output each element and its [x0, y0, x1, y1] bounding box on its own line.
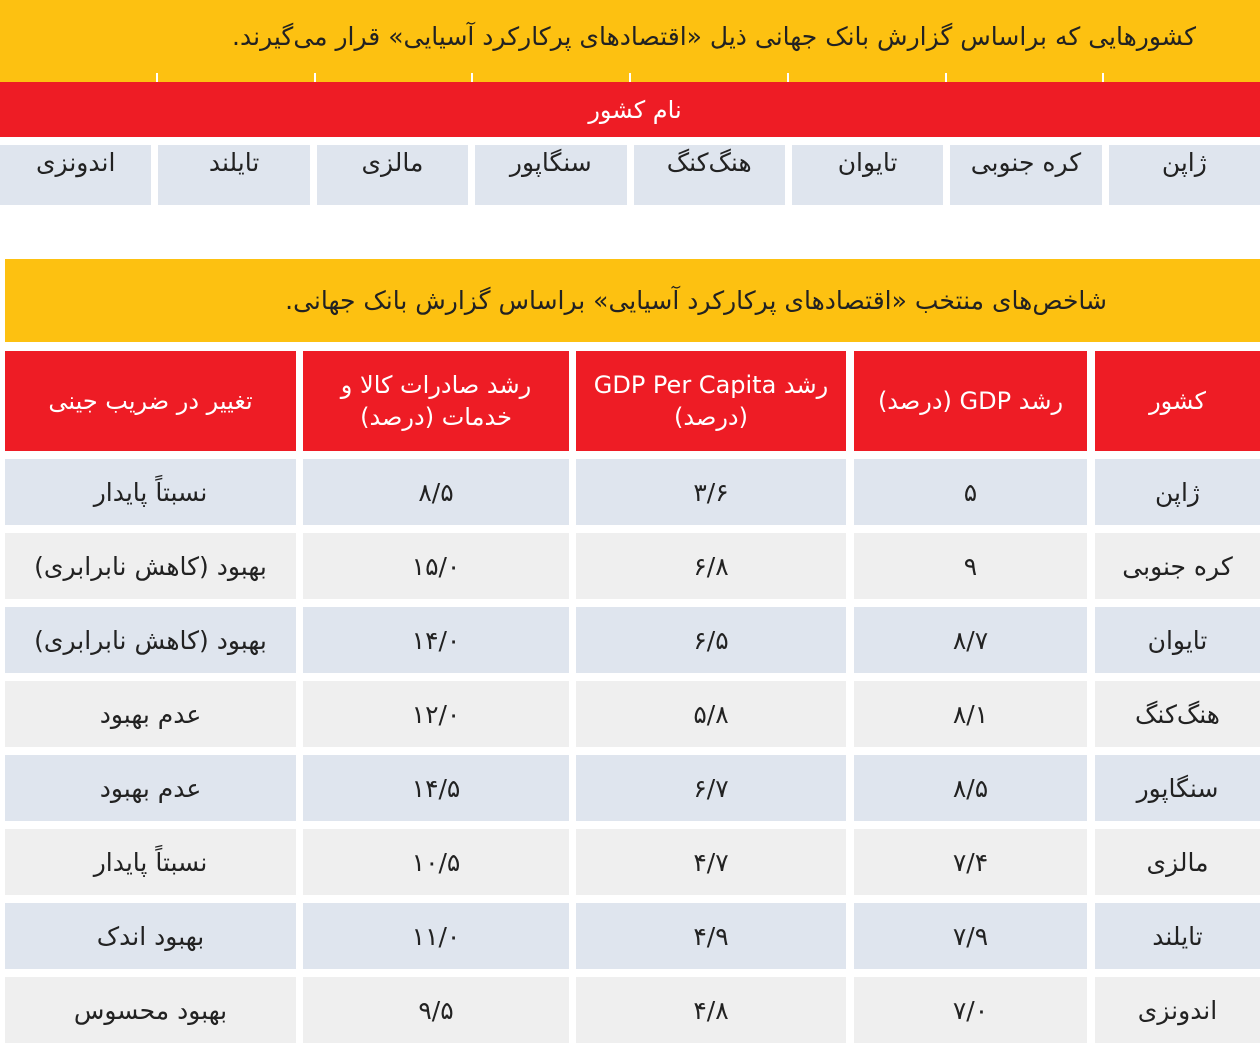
cell-gdp-growth: ۷/۴ [854, 829, 1087, 895]
cell-gini-change: عدم بهبود [5, 755, 296, 821]
cell-gini-change: نسبتاً پایدار [5, 459, 296, 525]
cell-gini-change: بهبود اندک [5, 903, 296, 969]
table-row [5, 829, 1260, 895]
cell-gdp-per-capita-growth: ۴/۸ [576, 977, 846, 1043]
cell-gini-change: بهبود محسوس [5, 977, 296, 1043]
cell-gdp-per-capita-growth: ۴/۷ [576, 829, 846, 895]
cell-country: کره جنوبی [1095, 533, 1260, 599]
cell-country: سنگاپور [1095, 755, 1260, 821]
cell-country: مالزی [1095, 829, 1260, 895]
cell-gdp-growth: ۷/۰ [854, 977, 1087, 1043]
column-header-country [1095, 351, 1260, 451]
cell-exports-growth: ۱۱/۰ [303, 903, 569, 969]
table-row [5, 533, 1260, 599]
cell-gdp-growth: ۷/۹ [854, 903, 1087, 969]
country-name-header-label: نام کشور [588, 95, 682, 124]
country-cell-south-korea: کره جنوبی [950, 145, 1101, 205]
column-header-gdp-per-capita-growth [576, 351, 846, 451]
countries-list-title-text: کشورهایی که براساس گزارش بانک جهانی ذیل «اقتصادهای پرکارکرد آسیایی» قرار می‌گیرند. [232, 22, 1196, 51]
country-cell-hong-kong: هنگ‌کنگ [634, 145, 785, 205]
table-row [5, 755, 1260, 821]
cell-gdp-growth: ۸/۱ [854, 681, 1087, 747]
cell-gdp-per-capita-growth: ۴/۹ [576, 903, 846, 969]
cell-gdp-per-capita-growth: ۶/۷ [576, 755, 846, 821]
country-cell-taiwan: تایوان [792, 145, 943, 205]
column-header-gdp-growth-label: رشد GDP (درصد) [877, 387, 1064, 415]
country-cell-thailand: تایلند [158, 145, 309, 205]
indicators-table [5, 351, 1260, 1048]
cell-exports-growth: ۸/۵ [303, 459, 569, 525]
column-header-gini-change [5, 351, 296, 451]
table-row [5, 903, 1260, 969]
country-name-header [0, 82, 1260, 137]
country-cell-japan: ژاپن [1109, 145, 1260, 205]
cell-gdp-per-capita-growth: ۵/۸ [576, 681, 846, 747]
table-row [5, 977, 1260, 1043]
column-header-exports-growth [303, 351, 569, 451]
cell-gdp-growth: ۸/۵ [854, 755, 1087, 821]
column-header-gdp-per-capita-growth-label: رشد GDP Per Capita (درصد) [593, 371, 829, 431]
country-name-row [0, 145, 1260, 205]
cell-exports-growth: ۱۲/۰ [303, 681, 569, 747]
table-row [5, 607, 1260, 673]
country-cell-indonesia: اندونزی [0, 145, 151, 205]
cell-exports-growth: ۱۴/۵ [303, 755, 569, 821]
country-cell-singapore: سنگاپور [475, 145, 626, 205]
cell-gini-change: نسبتاً پایدار [5, 829, 296, 895]
table-row [5, 681, 1260, 747]
indicators-table-title [5, 259, 1260, 342]
cell-country: تایوان [1095, 607, 1260, 673]
indicators-table-title-text: شاخص‌های منتخب «اقتصادهای پرکارکرد آسیایی» براساس گزارش بانک جهانی. [285, 286, 1107, 315]
cell-country: هنگ‌کنگ [1095, 681, 1260, 747]
cell-gdp-growth: ۵ [854, 459, 1087, 525]
cell-gini-change: بهبود (کاهش نابرابری) [5, 533, 296, 599]
cell-exports-growth: ۱۵/۰ [303, 533, 569, 599]
country-cell-malaysia: مالزی [317, 145, 468, 205]
cell-gini-change: عدم بهبود [5, 681, 296, 747]
column-header-country-label: کشور [1149, 387, 1206, 415]
cell-gdp-growth: ۹ [854, 533, 1087, 599]
cell-exports-growth: ۱۴/۰ [303, 607, 569, 673]
header-divider [0, 73, 1260, 82]
cell-gdp-growth: ۸/۷ [854, 607, 1087, 673]
countries-list-title [0, 0, 1260, 73]
column-header-exports-growth-label: رشد صادرات کالا و خدمات (درصد) [340, 371, 532, 431]
table-row [5, 459, 1260, 525]
cell-gdp-per-capita-growth: ۶/۸ [576, 533, 846, 599]
column-header-gini-change-label: تغییر در ضریب جینی [48, 387, 253, 415]
cell-gini-change: بهبود (کاهش نابرابری) [5, 607, 296, 673]
cell-exports-growth: ۱۰/۵ [303, 829, 569, 895]
cell-exports-growth: ۹/۵ [303, 977, 569, 1043]
cell-country: ژاپن [1095, 459, 1260, 525]
cell-country: تایلند [1095, 903, 1260, 969]
cell-gdp-per-capita-growth: ۶/۵ [576, 607, 846, 673]
column-header-gdp-growth [854, 351, 1087, 451]
cell-gdp-per-capita-growth: ۳/۶ [576, 459, 846, 525]
cell-country: اندونزی [1095, 977, 1260, 1043]
